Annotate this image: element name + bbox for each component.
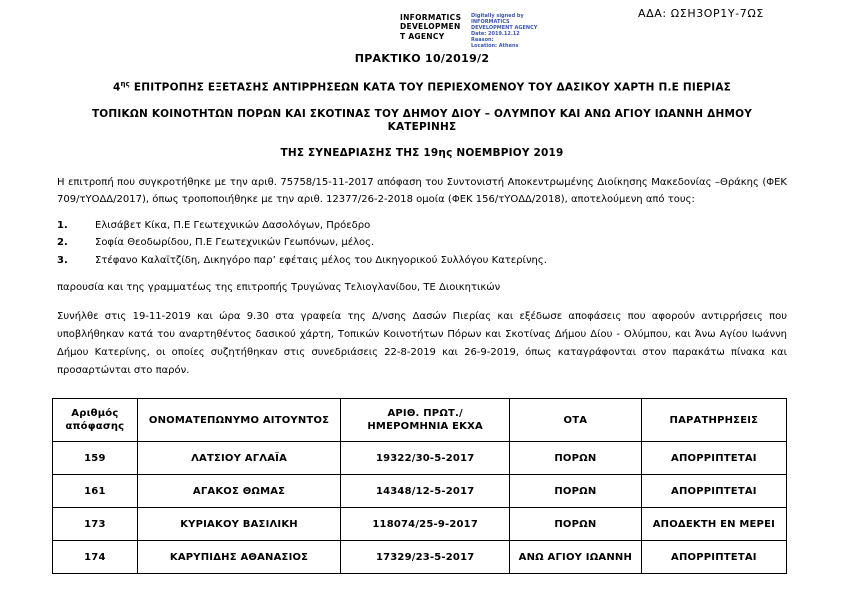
- cell-ota: ΠΟΡΩΝ: [510, 475, 642, 508]
- member-item: [57, 252, 787, 270]
- cell-protocol: 17329/23-5-2017: [341, 541, 510, 574]
- table-row: [53, 508, 787, 541]
- paragraph-committee-formation: Η επιτροπή που συγκροτήθηκε με την αριθ. 75758/15-11-2017 απόφαση του Συντονιστή Αποκεντρωμένης Διοίκησης Μακεδονίας –Θράκης (ΦΕΚ 709/τΥΟΔΔ/2017), όπως τροποποιήθηκε με την αριθ. 12377/26-2-2018 ομοία (ΦΕΚ 156/τΥΟΔΔ/2018), αποτελούμενη από τους:: [57, 176, 787, 205]
- table-row: [53, 442, 787, 475]
- heading-committee-ordinal: ης: [120, 80, 130, 88]
- ada-code: ΑΔΑ: ΩΣΗ3ΟΡ1Υ-7ΩΣ: [638, 7, 764, 20]
- cell-decision-number: 173: [53, 508, 138, 541]
- header-remarks: ΠΑΡΑΤΗΡΗΣΕΙΣ: [641, 399, 786, 442]
- table-row: [53, 541, 787, 574]
- cell-ota: ΠΟΡΩΝ: [510, 442, 642, 475]
- header-ota: ΟΤΑ: [510, 399, 642, 442]
- cell-applicant-name: ΚΥΡΙΑΚΟΥ ΒΑΣΙΛΙΚΗ: [137, 508, 341, 541]
- cell-protocol: 118074/25-9-2017: [341, 508, 510, 541]
- header-protocol: ΑΡΙΘ. ΠΡΩΤ./ΗΜΕΡΟΜΗΝΙΑ ΕΚΧΑ: [341, 399, 510, 442]
- signature-detail-line: INFORMATICS: [471, 19, 510, 25]
- cell-ota: ΑΝΩ ΑΓΙΟΥ ΙΩΑΝΝΗ: [510, 541, 642, 574]
- document-title: ΠΡΑΚΤΙΚΟ 10/2019/2: [354, 52, 490, 65]
- signature-detail-line: Location: Athens: [471, 43, 519, 49]
- signature-detail-line: DEVELOPMENT AGENCY: [471, 25, 538, 31]
- header-applicant-name: ΟΝΟΜΑΤΕΠΩΝΥΜΟ ΑΙΤΟΥΝΤΟΣ: [137, 399, 341, 442]
- member-item: [57, 234, 787, 252]
- cell-protocol: 19322/30-5-2017: [341, 442, 510, 475]
- decisions-table: [52, 398, 787, 574]
- cell-applicant-name: ΚΑΡΥΠΙΔΗΣ ΑΘΑΝΑΣΙΟΣ: [137, 541, 341, 574]
- cell-applicant-name: ΛΑΤΣΙΟΥ ΑΓΛΑΪΑ: [137, 442, 341, 475]
- signature-detail-line: Digitally signed by: [471, 13, 524, 19]
- member-text: Σοφία Θεοδωρίδου, Π.Ε Γεωτεχνικών Γεωπόνων, μέλος.: [95, 237, 375, 248]
- member-text: Στέφανο Καλαϊτζίδη, Δικηγόρο παρ’ εφέταις μέλος του Δικηγορικού Συλλόγου Κατερίνης.: [95, 254, 547, 266]
- header-decision-number: Αριθμός απόφασης: [53, 399, 138, 442]
- cell-applicant-name: ΑΓΑΚΟΣ ΘΩΜΑΣ: [137, 475, 341, 508]
- paragraph-session-summary: Συνήλθε στις 19-11-2019 και ώρα 9.30 στα γραφεία της Δ/νσης Δασών Πιερίας και εξέδωσε αποφάσεις που αφορούν αντιρρήσεις που υποβλήθηκαν κατά του αναρτηθέντος δασικού χάρτη, Τοπικών Κοινοτήτων Πόρων και Σκοτίνας Δήμου Δίου - Ολύμπου, και Άνω Αγίου Ιωάννη Δήμου Κατερίνης, οι οποίες συζητήθηκαν στις συνεδριάσεις 22-8-2019 και 26-9-2019, όπως καταγράφονται στον παρακάτω πίνακα και προσαρτώνται στο παρόν.: [57, 311, 787, 376]
- member-text: Ελισάβετ Κίκα, Π.Ε Γεωτεχνικών Δασολόγων, Πρόεδρο: [95, 219, 371, 231]
- member-item: [57, 217, 787, 235]
- member-number: 3.: [57, 254, 68, 266]
- heading-committee-number: 4: [112, 81, 121, 94]
- heading-session-date: ΤΗΣ ΣΥΝΕΔΡΙΑΣΗΣ ΤΗΣ 19ης ΝΟΕΜΒΡΙΟΥ 2019: [280, 146, 564, 159]
- cell-remarks: ΑΠΟΡΡΙΠΤΕΤΑΙ: [641, 475, 786, 508]
- document-content: [57, 0, 787, 574]
- member-list: [57, 217, 787, 270]
- heading-committee: [57, 78, 787, 95]
- signature-agency-name: INFORMATICS DEVELOPMEN T AGENCY: [400, 13, 462, 41]
- heading-committee-rest: ΕΠΙΤΡΟΠΗΣ ΕΞΕΤΑΣΗΣ ΑΝΤΙΡΡΗΣΕΩΝ ΚΑΤΑ ΤΟΥ ΠΕΡΙΕΧΟΜΕΝΟΥ ΤΟΥ ΔΑΣΙΚΟΥ ΧΑΡΤΗ Π.Ε ΠΙΕΡΙΑΣ: [130, 81, 732, 94]
- member-number: 2.: [57, 237, 68, 248]
- cell-decision-number: 159: [53, 442, 138, 475]
- member-number: 1.: [57, 219, 68, 231]
- cell-remarks: ΑΠΟΡΡΙΠΤΕΤΑΙ: [641, 442, 786, 475]
- signature-detail-line: Reason:: [471, 37, 494, 43]
- cell-protocol: 14348/12-5-2017: [341, 475, 510, 508]
- heading-communities: ΤΟΠΙΚΩΝ ΚΟΙΝΟΤΗΤΩΝ ΠΟΡΩΝ ΚΑΙ ΣΚΟΤΙΝΑΣ ΤΟΥ ΔΗΜΟΥ ΔΙΟΥ – ΟΛΥΜΠΟΥ ΚΑΙ ΑΝΩ ΑΓΙΟΥ ΙΩΑΝΝΗ ΔΗΜΟΥ ΚΑΤΕΡΙΝΗΣ: [91, 107, 753, 133]
- signature-detail-line: Date: 2019.12.12: [471, 31, 520, 37]
- cell-decision-number: 174: [53, 541, 138, 574]
- cell-decision-number: 161: [53, 475, 138, 508]
- paragraph-secretary: παρουσία και της γραμματέως της επιτροπής Τρυγώνας Τελιογλανίδου, ΤΕ Διοικητικών: [57, 282, 501, 293]
- table-header-row: [53, 399, 787, 442]
- table-row: [53, 475, 787, 508]
- cell-remarks: ΑΠΟΡΡΙΠΤΕΤΑΙ: [641, 541, 786, 574]
- cell-remarks: ΑΠΟΔΕΚΤΗ ΕΝ ΜΕΡΕΙ: [641, 508, 786, 541]
- cell-ota: ΠΟΡΩΝ: [510, 508, 642, 541]
